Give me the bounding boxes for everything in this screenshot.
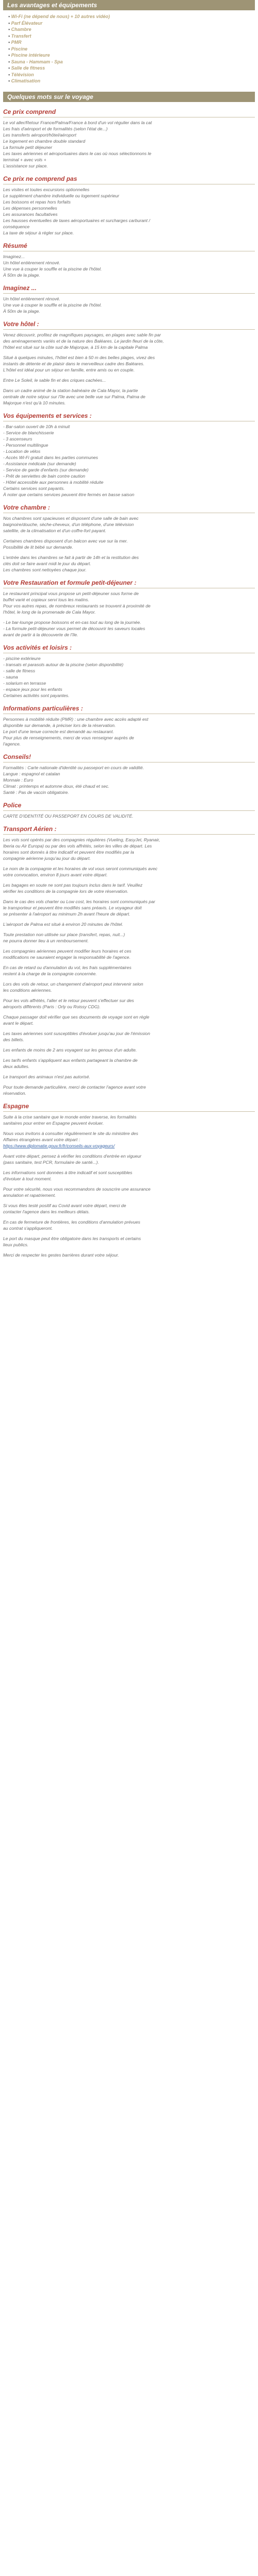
- section-line: les conditions aériennes.: [3, 987, 52, 993]
- section-line: Certaines chambres disposent d'un balcon avec vue sur la mer.: [3, 538, 128, 544]
- section-line: avant de partir à la découverte de l'île.: [3, 632, 78, 637]
- section-line: Certaines activités sont payantes.: [3, 692, 70, 698]
- section-line: votre convocation, environ 8 jours avant votre départ.: [3, 872, 108, 877]
- section-line: annulation et rapatriement.: [3, 1192, 56, 1198]
- section-line: - Service de garde d'enfants (sur demande): [3, 467, 89, 472]
- line-gap: [3, 1126, 255, 1130]
- section-line: Les chambres sont nettoyées chaque jour.: [3, 567, 87, 572]
- sections-container: [3, 108, 255, 1258]
- section-line: réservation.: [3, 1090, 26, 1096]
- section-line: Les boissons et repas hors forfaits: [3, 199, 71, 205]
- section-line: Possibilité de lit bébé sur demande.: [3, 544, 73, 550]
- section-line: Entre Le Soleil, le sable fin et des criques cachées...: [3, 377, 106, 383]
- section-line: le transporteur et peuvent être modifiés sans préavis. Le voyageur doit: [3, 905, 142, 910]
- section-title: Espagne: [3, 1102, 29, 1110]
- line-gap: [3, 1198, 255, 1202]
- section-line: CARTE D'IDENTITÉ OU PASSEPORT EN COURS DE VALIDITÉ.: [3, 813, 134, 819]
- section-line: Les enfants de moins de 2 ans voyagent sur les genoux d'un adulte.: [3, 1047, 137, 1053]
- section-line: deux adultes.: [3, 1063, 30, 1069]
- section-line: Le restaurant principal vous propose un petit-déjeuner sous forme de: [3, 590, 139, 596]
- section-line: - Accès Wi-Fi gratuit dans les parties communes: [3, 454, 98, 460]
- advantage-item: • Piscine: [8, 46, 255, 53]
- line-gap: [3, 1215, 255, 1219]
- section-line: Les transferts aéroport/hôtel/aéroport: [3, 132, 76, 138]
- section-title: Imaginez ...: [3, 284, 37, 292]
- section-line: Dans un cadre animé de la station balnéaire de Cala Mayor, la partie: [3, 387, 138, 393]
- section-line: Majorque n'est qu'à 10 minutes.: [3, 400, 66, 405]
- section-line: - Prêt de serviettes de bain contre caution: [3, 473, 86, 479]
- section-line: conséquence: [3, 224, 30, 229]
- section-line: - Assistance médicale (sur demande): [3, 461, 76, 466]
- section-title: Votre chambre :: [3, 503, 50, 511]
- section-line: Pour votre sécurité, nous vous recommandons de souscrire une assurance: [3, 1186, 151, 1192]
- section-line: compagnie aérienne jusqu'au jour du départ.: [3, 855, 91, 861]
- section-line: ne pourra donner lieu à un remboursement.: [3, 938, 89, 943]
- section-line: Si vous êtes testé positif au Covid avant votre départ, merci de: [3, 1202, 126, 1208]
- section-line: - Service de blanchisserie: [3, 430, 54, 435]
- section-line: La formule petit déjeuner: [3, 144, 53, 150]
- section-line: centrale de notre séjour sur l'île avec une belle vue sur Palma, Palma de: [3, 394, 146, 399]
- section-line: Situé à quelques minutes, l'hôtel est bien à 50 m des belles plages, vivez des: [3, 354, 155, 360]
- section-divider: [3, 329, 255, 330]
- section-line: Pour vos autres repas, de nombreux restaurants se trouvent à proximité de: [3, 603, 151, 608]
- line-gap: [3, 917, 255, 921]
- section-line: - sauna: [3, 674, 18, 680]
- section-line: au contrat s'appliqueront.: [3, 1225, 53, 1231]
- section-title: Informations particulières :: [3, 704, 83, 712]
- section-line: Un hôtel entièrement rénové.: [3, 260, 60, 265]
- advantage-item: • Climatisation: [8, 78, 255, 84]
- section-line: Les tarifs enfants s'appliquent aux enfants partageant la chambre de: [3, 1057, 138, 1063]
- line-gap: [3, 878, 255, 882]
- section-line: - Bar-salon ouvert de 10h à minuit: [3, 423, 70, 429]
- section-line: L'entrée dans les chambres se fait à partir de 14h et la restitution des: [3, 554, 139, 560]
- section-line: l'agence.: [3, 741, 21, 747]
- section-line: Imaginez...: [3, 253, 25, 259]
- section-line: Les taxes aériennes sont susceptibles d'évoluer jusqu'au jour de l'émission: [3, 1030, 150, 1036]
- line-gap: [3, 993, 255, 997]
- section-line: L'hôtel est idéal pour un séjour en famille, entre amis ou en couple.: [3, 367, 135, 372]
- line-gap: [3, 1010, 255, 1014]
- section-title: Conseils!: [3, 753, 31, 760]
- line-gap: [3, 944, 255, 948]
- line-gap: [3, 927, 255, 931]
- section-line: Les compagnies aériennes peuvent modifier leurs horaires et ces: [3, 948, 132, 954]
- section-line: disponible sur demande, à préciser lors de la réservation.: [3, 722, 116, 728]
- section-line: - transats et parasols autour de la piscine (selon disponibilité): [3, 662, 124, 667]
- section-line: Merci de respecter les gestes barrières durant votre séjour.: [3, 1252, 119, 1258]
- advantage-item: • Salle de fitness: [8, 65, 255, 72]
- section-title: Transport Aérien :: [3, 825, 57, 833]
- section-line: - 3 ascenseurs: [3, 436, 33, 442]
- section-line: La taxe de séjour à régler sur place.: [3, 230, 74, 235]
- section-title: Police: [3, 801, 22, 809]
- section-line: Les vols sont opérés par des compagnies régulières (Vueling, EasyJet, Ryanair,: [3, 837, 160, 842]
- advantages-title: Les avantages et équipements: [7, 2, 98, 9]
- advantage-item: • PMR: [8, 39, 255, 46]
- section-line: contacter l'agence dans les meilleurs délais.: [3, 1209, 90, 1214]
- section-line: Avant votre départ, pensez à vérifier les conditions d'entrée en vigueur: [3, 1153, 142, 1159]
- section-line: des aménagements variés et de la nature des Baléares. Le jardin fleuri de la côte,: [3, 338, 164, 344]
- advantage-item: • Piscine intérieure: [8, 52, 255, 59]
- section-line: En cas de fermeture de frontières, les conditions d'annulation prévues: [3, 1219, 140, 1225]
- line-gap: [3, 1070, 255, 1074]
- line-gap: [3, 1080, 255, 1084]
- quick-title: Quelques mots sur le voyage: [7, 93, 93, 100]
- section-title: Votre Restauration et formule petit-déjeuner :: [3, 579, 137, 586]
- section-line: avant le départ.: [3, 1020, 34, 1026]
- section-line: lieux publics.: [3, 1242, 29, 1247]
- section-line: des billets.: [3, 1037, 24, 1042]
- section-line: Les hausses éventuelles de taxes aéroportuaires et surcharges carburant /: [3, 217, 150, 223]
- section-line: modifications ne sauraient engager la responsabilité de l'agence.: [3, 954, 131, 960]
- section-line: À noter que certains services peuvent être fermés en basse saison: [3, 492, 135, 497]
- line-gap: [3, 550, 255, 554]
- section-line: - La formule petit-déjeuner vous permet de découvrir les saveurs locales: [3, 625, 146, 631]
- advantage-item: • Chambre: [8, 26, 255, 33]
- section-title: Ce prix comprend: [3, 108, 56, 115]
- section-line: Toute prestation non utilisée sur place (transfert, repas, nuit...): [3, 931, 125, 937]
- section-line: Le vol aller/Retour France/Palma/France à bord d'un vol régulier dans la cat: [3, 120, 152, 125]
- section-line: - solarium en terrasse: [3, 680, 46, 686]
- advantages-banner: [3, 0, 255, 10]
- section-line: Les dépenses personnelles: [3, 205, 57, 211]
- line-gap: [3, 1149, 255, 1153]
- section-line: Lors des vols de retour, un changement d'aéroport peut intervenir selon: [3, 981, 143, 987]
- section-divider: [3, 1111, 255, 1112]
- section-line: terminal + avec vols +: [3, 157, 46, 162]
- line-gap: [3, 1053, 255, 1057]
- advantage-item: • Sauna - Hammam - Spa: [8, 59, 255, 65]
- section-line: Iberia ou Air Europa) ou par des vols affrétés, selon les villes de départ. Les: [3, 843, 152, 849]
- section-line: instants de détente et de plaisir dans le merveilleux cadre des Baléares.: [3, 361, 144, 366]
- section-line: d'évoluer à tout moment.: [3, 1176, 52, 1181]
- section-line: Les frais d'aéroport et de formalités (selon l'état de...): [3, 126, 108, 131]
- section-line: Dans le cas des vols charter ou Low cost, les horaires sont communiqués par: [3, 899, 155, 904]
- section-line: l'hôtel, le long de la promenade de Cala Mayor.: [3, 609, 96, 615]
- section-divider: [3, 810, 255, 811]
- section-line: restent à la charge de la compagnie concernée.: [3, 971, 97, 976]
- line-gap: [3, 1043, 255, 1047]
- section-line: sanitaires pour entrer en Espagne peuvent évoluer.: [3, 1120, 104, 1126]
- section-title: Vos activités et loisirs :: [3, 643, 72, 651]
- line-gap: [3, 1231, 255, 1235]
- section-line: Chaque passager doit vérifier que ses documents de voyage sont en règle: [3, 1014, 150, 1020]
- section-line: Les taxes aériennes et aéroportuaires dans le cas où nous sélectionnons le: [3, 150, 152, 156]
- section-line: Le nom de la compagnie et les horaires de vol vous seront communiqués avec: [3, 866, 158, 871]
- section-line: Personnes à mobilité réduite (PMR) : une chambre avec accès adapté est: [3, 716, 149, 722]
- section-title: Vos équipements et services :: [3, 412, 92, 419]
- section-line: - Hôtel accessible aux personnes à mobilité réduite: [3, 479, 104, 485]
- section-line: Monnaie : Euro: [3, 777, 34, 783]
- line-gap: [3, 534, 255, 538]
- section-line: aéroports différents (Paris : Orly ou Roissy CDG).: [3, 1004, 101, 1009]
- section-divider: [3, 834, 255, 835]
- line-gap: [3, 1182, 255, 1186]
- line-gap: [3, 977, 255, 981]
- section-line: clés doit se faire avant midi le jour du départ.: [3, 561, 91, 566]
- section-line: En cas de retard ou d'annulation du vol, les frais supplémentaires: [3, 964, 132, 970]
- advantage-item: • Télévision: [8, 72, 255, 78]
- line-gap: [3, 861, 255, 866]
- section-line: buffet varié et copieux servi tous les matins.: [3, 597, 89, 602]
- line-gap: [3, 894, 255, 899]
- line-gap: [3, 1248, 255, 1252]
- section-line: Le supplément chambre individuelle ou logement supérieur: [3, 193, 120, 198]
- section-line: Le transport des animaux n'est pas autorisé.: [3, 1074, 90, 1079]
- section-line: Les assurances facultatives: [3, 211, 58, 217]
- line-gap: [3, 383, 255, 387]
- section-line: À 50m de la plage.: [3, 308, 40, 314]
- advantage-item: • Parf Élévateur: [8, 20, 255, 27]
- section-line: baignoire/douche, sèche-cheveux, d'un téléphone, d'une télévision: [3, 521, 134, 527]
- section-line: Pour plus de renseignements, merci de vous renseigner auprès de: [3, 735, 134, 740]
- section-line: Langue : espagnol et catalan: [3, 771, 60, 776]
- section-line: - piscine extérieure: [3, 655, 41, 661]
- section-line: Pour les vols affrétés, l'aller et le retour peuvent s'effectuer sur des: [3, 997, 134, 1003]
- section-line: Les informations sont données à titre indicatif et sont susceptibles: [3, 1170, 133, 1175]
- section-line: vérifier les conditions de la compagnie lors de votre réservation.: [3, 888, 128, 894]
- section-line: Une vue à couper le souffle et la piscine de l'hôtel.: [3, 266, 102, 272]
- line-gap: [3, 373, 255, 377]
- section-line: L'assistance sur place.: [3, 163, 48, 168]
- section-line: Certains services sont payants.: [3, 485, 65, 491]
- section-line: Le port du masque peut être obligatoire dans les transports et certains: [3, 1235, 141, 1241]
- section-line: Nos chambres sont spacieuses et disposent d'une salle de bain avec: [3, 515, 139, 521]
- section-line: Le logement en chambre double standard: [3, 138, 86, 144]
- section-line: Suite à la crise sanitaire que le monde entier traverse, les formalités: [3, 1114, 137, 1120]
- section-line: Un hôtel entièrement rénové.: [3, 296, 60, 301]
- section-line: horaires sont donnés à titre indicatif et peuvent être modifiés par la: [3, 849, 134, 855]
- line-gap: [3, 960, 255, 964]
- quick-banner: [3, 92, 255, 102]
- advantage-item: • Transfert: [8, 33, 255, 40]
- section-line: L'aéroport de Palma est situé à environ 20 minutes de l'hôtel.: [3, 921, 123, 927]
- section-line: Les bagages en soute ne sont pas toujours inclus dans le tarif. Veuillez: [3, 882, 143, 888]
- section-divider: [3, 293, 255, 294]
- section-line: Venez découvrir, profitez de magnifiques paysages, en plages avec sable fin par: [3, 332, 161, 337]
- section-line: se présenter à l'aéroport au minimum 2h avant l'heure de départ.: [3, 911, 131, 917]
- section-line: À 50m de la plage.: [3, 272, 40, 278]
- section-line: - Location de vélos: [3, 448, 41, 454]
- page: [0, 0, 258, 1258]
- section-line: Nous vous invitons à consulter régulièrement le site du ministère des: [3, 1130, 138, 1136]
- line-gap: [3, 1026, 255, 1030]
- section-title: Votre hôtel :: [3, 320, 39, 328]
- section-link[interactable]: https://www.diplomatie.gouv.fr/fr/conseils-aux-voyageurs/: [3, 1143, 115, 1148]
- section-line: - Personnel multilingue: [3, 442, 49, 448]
- section-line: Formalités : Carte nationale d'identité ou passeport en cours de validité.: [3, 765, 144, 770]
- section-line: Le port d'une tenue correcte est demandé au restaurant.: [3, 728, 114, 734]
- section-line: - salle de fitness: [3, 668, 36, 673]
- line-gap: [3, 350, 255, 354]
- section-line: Une vue à couper le souffle et la piscine de l'hôtel.: [3, 302, 102, 308]
- section-title: Résumé: [3, 242, 27, 249]
- line-gap: [3, 1165, 255, 1170]
- section-line: Climat : printemps et automne doux, été chaud et sec.: [3, 783, 109, 789]
- section-line: Affaires étrangères avant votre départ :: [3, 1137, 80, 1142]
- section-line: Pour toute demande particulière, merci de contacter l'agence avant votre: [3, 1084, 146, 1090]
- section-line: - espace jeux pour les enfants: [3, 686, 62, 692]
- section-line: Santé : Pas de vaccin obligatoire.: [3, 789, 69, 795]
- section-line: l'hôtel est situé sur la côte sud de Majorque, à 15 km de la capitale Palma: [3, 344, 148, 350]
- advantages-list: [3, 13, 255, 84]
- advantage-item: • Wi-Fi (ne dépend de nous) + 10 autres vidéo): [8, 13, 255, 20]
- section-title: Ce prix ne comprend pas: [3, 175, 77, 182]
- section-line: - Le bar-lounge propose boissons et en-cas tout au long de la journée.: [3, 619, 141, 625]
- section-line: satellite, de la climatisation et d'un coffre-fort payant.: [3, 528, 106, 533]
- line-gap: [3, 615, 255, 619]
- section-line: Les visites et toutes excursions optionnelles: [3, 187, 90, 192]
- section-line: (pass sanitaire, test PCR, formulaire de santé...).: [3, 1159, 99, 1165]
